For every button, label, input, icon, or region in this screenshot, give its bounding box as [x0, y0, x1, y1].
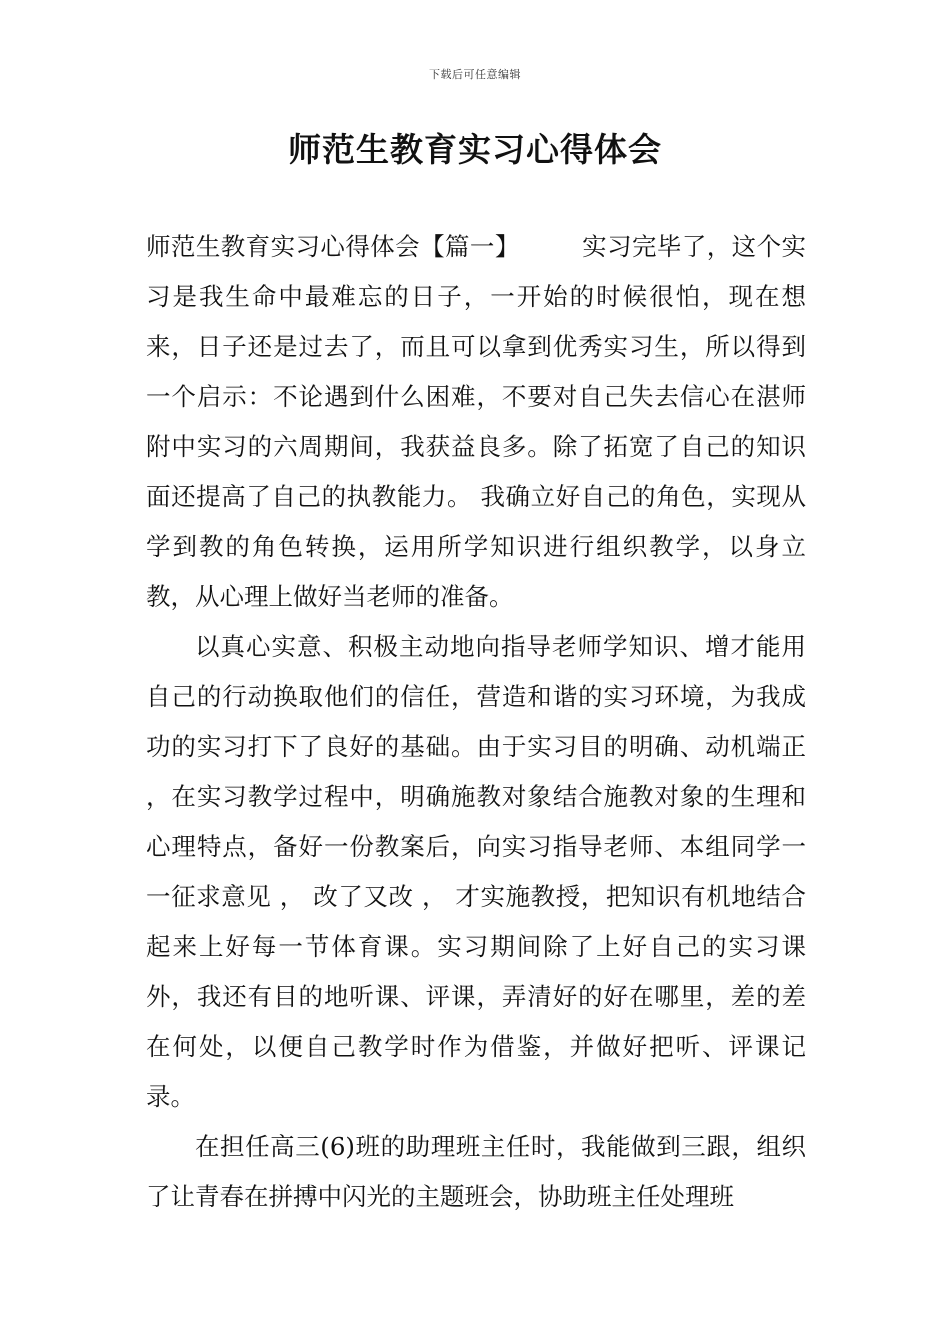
section-heading: 师范生教育实习心得体会【篇一】 [146, 232, 520, 261]
paragraph-1 [146, 222, 806, 622]
paragraph-2: 以真心实意、积极主动地向指导老师学知识、增才能用自己的行动换取他们的信任，营造和谐的实习环境，为我成功的实习打下了良好的基础。由于实习目的明确、动机端正 ，在实习教学过程中，明确施教对象结合施教对象的生理和心理特点，备好一份教案后，向实习指导老师、本组同学一一征求意见 ， 改了又改 ， 才实施教授，把知识有机地结合起来上好每一节体育课。实习期间除了上好自己的实习课外，我还有目的地听课、评课，弄清好的好在哪里，差的差在何处，以便自己教学时作为借鉴，并做好把听、评课记录。 [146, 632, 806, 1111]
document-body [146, 222, 806, 1222]
header-note: 下载后可任意编辑 [429, 68, 521, 81]
paragraph-3: 在担任高三(6)班的助理班主任时，我能做到三跟，组织了让青春在拼搏中闪光的主题班会，协助班主任处理班 [146, 1132, 806, 1211]
paragraph-text: 实习完毕了，这个实习是我生命中最难忘的日子，一开始的时候很怕，现在想来，日子还是过去了，而且可以拿到优秀实习生，所以得到一个启示：不论遇到什么困难，不要对自己失去信心在湛师附中实习的六周期间，我获益良多。除了拓宽了自己的知识面还提高了自己的执教能力。 我确立好自己的角色，实现从学到教的角色转换，运用所学知识进行组织教学，以身立教，从心理上做好当老师的准备。 [146, 232, 806, 611]
document-title: 师范生教育实习心得体会 [288, 130, 662, 169]
